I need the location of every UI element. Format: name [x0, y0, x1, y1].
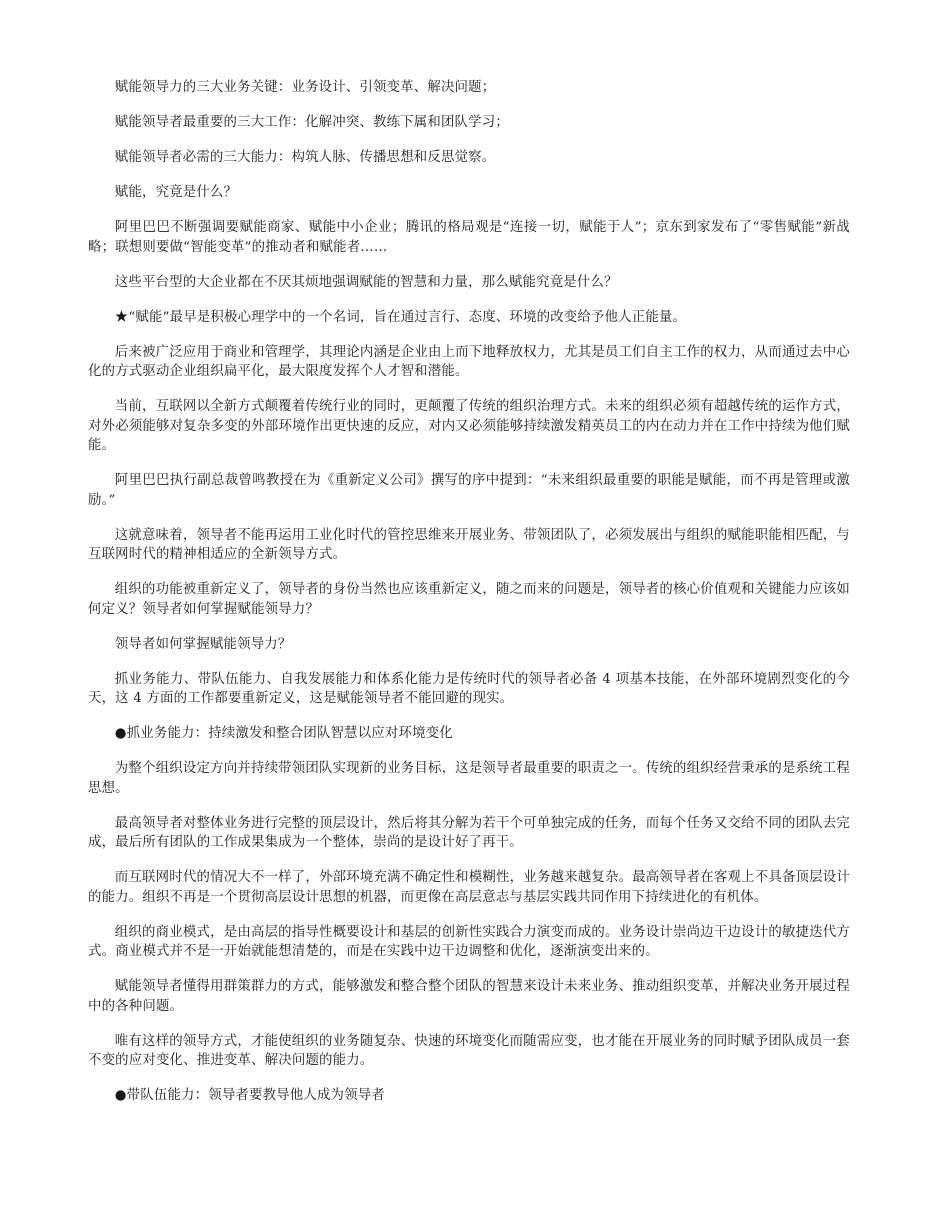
paragraph-11: 这就意味着，领导者不能再运用工业化时代的管控思维来开展业务、带领团队了，必须发展出与组织的赋能职能相匹配，与互联网时代的精神相适应的全新领导方式。: [88, 527, 850, 562]
paragraph-21: 唯有这样的领导方式，才能使组织的业务随复杂、快速的环境变化而随需应变，也才能在开展业务的同时赋予团队成员一套不变的应对变化、推进变革、解决问题的能力。: [88, 1033, 850, 1068]
paragraph-7: ★“赋能”最早是积极心理学中的一个名词，旨在通过言行、态度、环境的改变给予他人正能量。: [114, 309, 687, 325]
paragraph-14: 抓业务能力、带队伍能力、自我发展能力和体系化能力是传统时代的领导者必备 4 项基本技能，在外部环境剧烈变化的今天，这 4 方面的工作都要重新定义，这是赋能领导者不能回避的现实。: [88, 671, 850, 706]
document-body: [88, 78, 850, 1121]
paragraph-8: 后来被广泛应用于商业和管理学，其理论内涵是企业由上而下地释放权力，尤其是员工们自主工作的权力，从而通过去中心化的方式驱动企业组织扁平化，最大限度发挥个人才智和潜能。: [88, 344, 850, 379]
paragraph-5: 阿里巴巴不断强调要赋能商家、赋能中小企业；腾讯的格局观是“连接一切，赋能于人”；京东到家发布了“零售赋能”新战略；联想则要做“智能变革”的推动者和赋能者……: [88, 220, 850, 255]
paragraph-12: 组织的功能被重新定义了，领导者的身份当然也应该重新定义，随之而来的问题是，领导者的核心价值观和关键能力应该如何定义？领导者如何掌握赋能领导力？: [88, 582, 850, 617]
paragraph-19: 组织的商业模式，是由高层的指导性概要设计和基层的创新性实践合力演变而成的。业务设计崇尚边干边设计的敏捷迭代方式。商业模式并不是一开始就能想清楚的，而是在实践中边干边调整和优化，逐渐演变出来的。: [88, 924, 850, 959]
paragraph-6: 这些平台型的大企业都在不厌其烦地强调赋能的智慧和力量，那么赋能究竟是什么？: [114, 274, 618, 290]
paragraph-20: 赋能领导者懂得用群策群力的方式，能够激发和整合整个团队的智慧来设计未来业务、推动组织变革，并解决业务开展过程中的各种问题。: [88, 979, 850, 1014]
section-heading-team: ●带队伍能力：领导者要教导他人成为领导者: [114, 1088, 385, 1103]
paragraph-4: 赋能，究竟是什么？: [114, 185, 238, 200]
paragraph-17: 最高领导者对整体业务进行完整的顶层设计，然后将其分解为若干个可单独完成的任务，而每个任务又交给不同的团队去完成，最后所有团队的工作成果集成为一个整体，崇尚的是设计好了再干。: [88, 815, 850, 850]
paragraph-3: 赋能领导者必需的三大能力：构筑人脉、传播思想和反思觉察。: [114, 150, 496, 165]
paragraph-10: 阿里巴巴执行副总裁曾鸣教授在为《重新定义公司》撰写的序中提到：“未来组织最重要的职能是赋能，而不再是管理或激励。”: [88, 473, 850, 508]
paragraph-9: 当前，互联网以全新方式颠覆着传统行业的同时，更颠覆了传统的组织治理方式。未来的组织必须有超越传统的运作方式，对外必须能够对复杂多变的外部环境作出更快速的反应，对内又必须能够持续激发精英员工的内在动力并在工作中持续为他们赋能。: [88, 399, 850, 453]
paragraph-1: 赋能领导力的三大业务关键：业务设计、引领变革、解决问题；: [114, 80, 496, 95]
section-heading-business: ●抓业务能力：持续激发和整合团队智慧以应对环境变化: [114, 726, 453, 741]
paragraph-16: 为整个组织设定方向并持续带领团队实现新的业务目标，这是领导者最重要的职责之一。传统的组织经营秉承的是系统工程思想。: [88, 761, 850, 796]
paragraph-13: 领导者如何掌握赋能领导力？: [114, 636, 292, 652]
paragraph-18: 而互联网时代的情况大不一样了，外部环境充满不确定性和模糊性，业务越来越复杂。最高领导者在客观上不具备顶层设计的能力。组织不再是一个贯彻高层设计思想的机器，而更像在高层意志与基层实践共同作用下持续进化的有机体。: [88, 870, 850, 905]
paragraph-2: 赋能领导者最重要的三大工作：化解冲突、教练下属和团队学习；: [114, 115, 509, 130]
